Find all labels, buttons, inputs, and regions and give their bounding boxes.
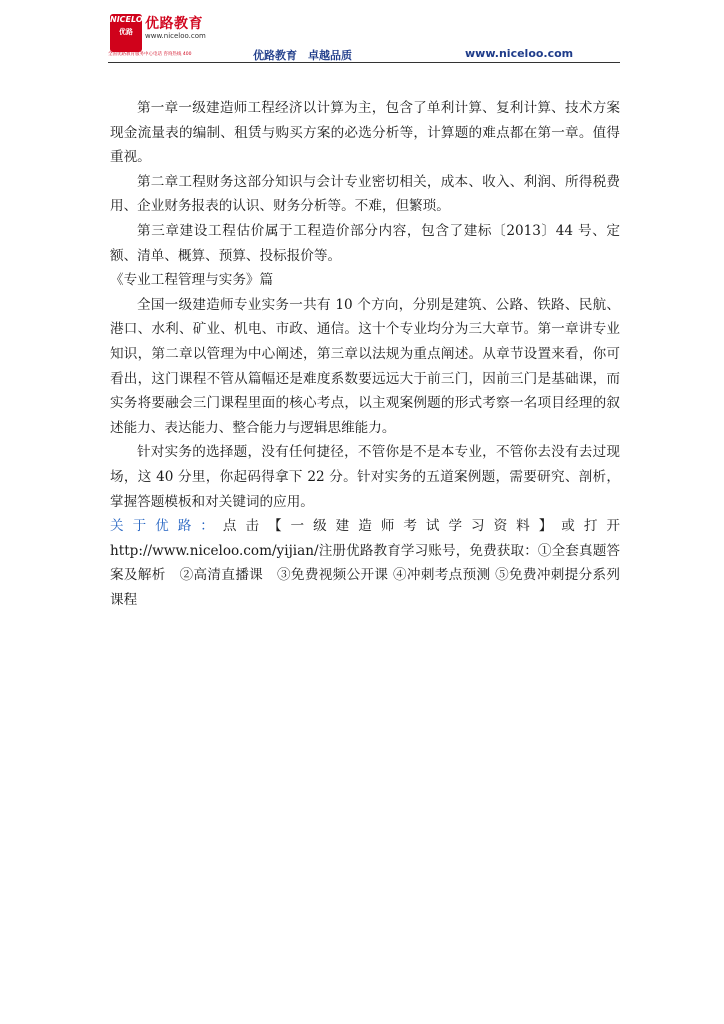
paragraph-chapter-3: 第三章建设工程估价属于工程造价部分内容，包含了建标〔2013〕44 号、定额、清单、概算、预算、投标报价等。 (110, 222, 620, 264)
section-heading: 《专业工程管理与实务》篇 (110, 272, 274, 289)
logo-badge-text: NICELOO (110, 15, 150, 24)
logo-url: www.niceloo.com (145, 32, 206, 40)
niceloo-logo (108, 14, 213, 62)
document-body (110, 96, 620, 612)
about-niceloo-note (110, 514, 620, 612)
header-site-url[interactable]: www.niceloo.com (465, 47, 574, 60)
header-divider (108, 62, 620, 63)
paragraph-chapter-2: 第二章工程财务这部分知识与会计专业密切相关，成本、收入、利润、所得税费用、企业财务报表的认识、财务分析等。不难，但繁琐。 (110, 173, 620, 215)
paragraph-practice-tips: 针对实务的选择题，没有任何捷径，不管你是不是本专业，不管你去没有去过现场，这 40 分里，你起码得拿下 22 分。针对实务的五道案例题，需要研究、剖析，掌握答题模板和对关键词的应用。 (110, 444, 620, 510)
logo-slogan: 全国优路教育服务中心电话 咨询热线 400 (108, 52, 192, 57)
about-lead-label: 关于优路： (110, 518, 223, 535)
logo-brand-name: 优路教育 (145, 16, 203, 32)
logo-badge-subtext: 优路 (119, 28, 133, 36)
logo-badge (110, 14, 150, 52)
paragraph-practice-overview: 全国一级建造师专业实务一共有 10 个方向，分别是建筑、公路、铁路、民航、港口、水利、矿业、机电、市政、通信。这十个专业均分为三大章节。第一章讲专业知识，第二章以管理为中心阐述，第三章以法规为重点阐述。从章节设置来看，你可看出，这门课程不管从篇幅还是难度系数要远远大于前三门，因前三门是基础课，而实务将要融会三门课程里面的核心考点，以主观案例题的形式考察一名项目经理的叙述能力、表达能力、整合能力与逻辑思维能力。 (110, 296, 620, 436)
paragraph-chapter-1: 第一章一级建造师工程经济以计算为主，包含了单利计算、复利计算、技术方案现金流量表的编制、租赁与购买方案的必选分析等，计算题的难点都在第一章。值得重视。 (110, 100, 620, 166)
header-tagline: 优路教育 卓越品质 (253, 49, 352, 62)
page-header (108, 14, 620, 64)
about-note-text[interactable]: 点击【一级建造师考试学习资料】或打开 http://www.niceloo.com/yijian/注册优路教育学习账号，免费获取：①全套真题答案及解析 ②高清直播课 ③免费视频公开课 ④冲刺考点预测 ⑤免费冲刺提分系列课程 (110, 518, 621, 608)
